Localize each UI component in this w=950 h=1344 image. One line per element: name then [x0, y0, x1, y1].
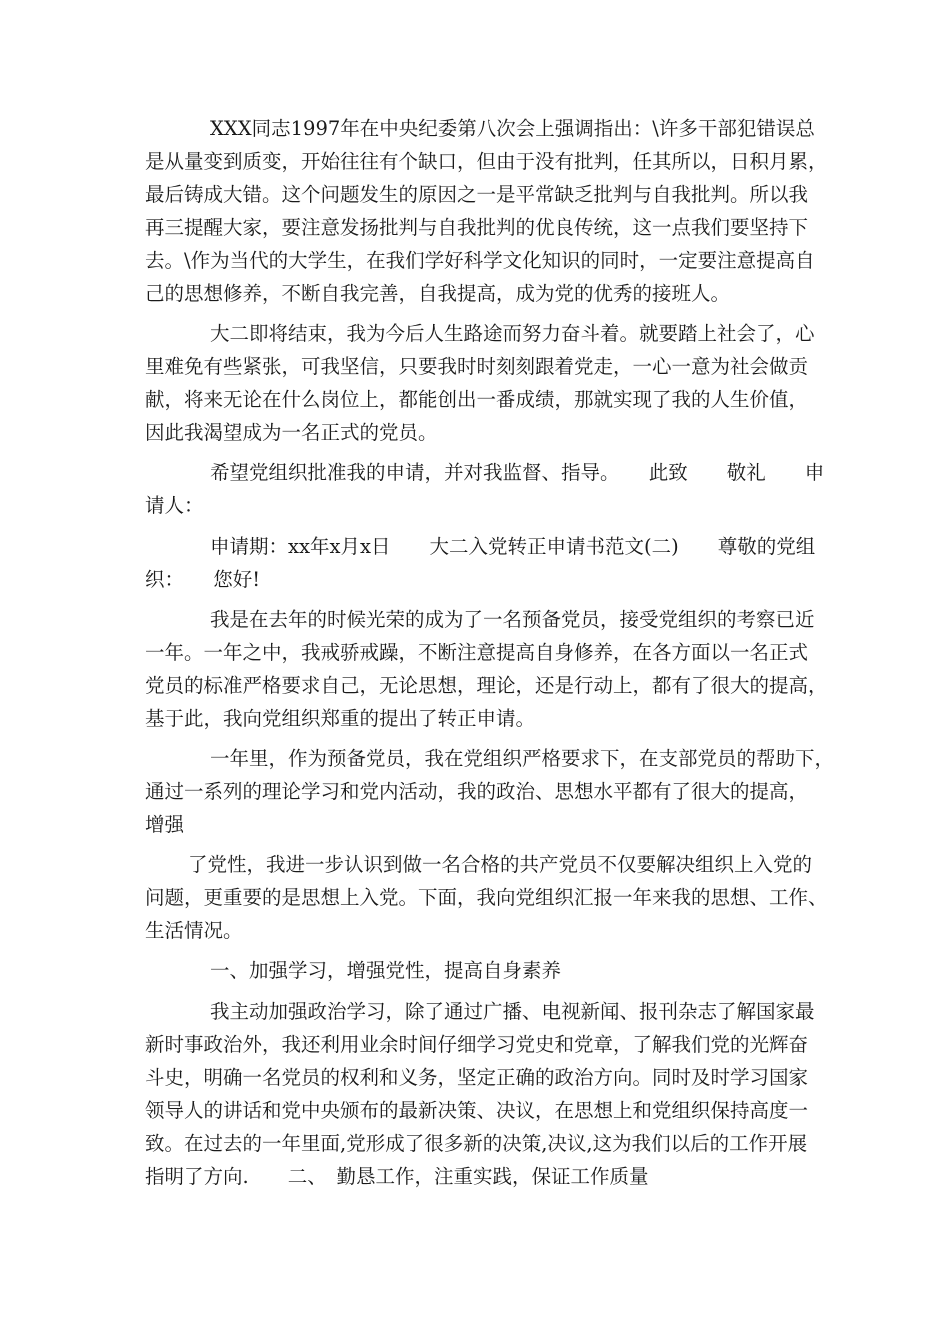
text-line: 因此我渴望成为一名正式的党员。: [145, 421, 438, 444]
text-line: 致。在过去的一年里面,党形成了很多新的决策,决议,这为我们以后的工作开展: [145, 1132, 808, 1155]
text-line: 希望党组织批准我的申请，并对我监督、指导。 此致 敬礼 申: [210, 461, 825, 484]
text-line: 里难免有些紧张，可我坚信，只要我时时刻刻跟着党走，一心一意为社会做贡: [145, 355, 809, 378]
text-line: 是从量变到质变，开始往往有个缺口，但由于没有批判，任其所以，日积月累，: [145, 150, 828, 173]
text-line: 己的思想修养，不断自我完善，自我提高，成为党的优秀的接班人。: [145, 282, 731, 305]
text-line: 增强: [145, 813, 185, 836]
text-line: 一年里，作为预备党员，我在党组织严格要求下，在支部党员的帮助下，: [210, 747, 835, 770]
text-line: 最后铸成大错。这个问题发生的原因之一是平常缺乏批判与自我批判。所以我: [145, 183, 809, 206]
text-line: 申请期：xx年x月x日 大二入党转正申请书范文(二) 尊敬的党组: [210, 535, 816, 558]
text-line: 新时事政治外，我还利用业余时间仔细学习党史和党章，了解我们党的光辉奋: [145, 1033, 809, 1056]
text-line: 了党性，我进一步认识到做一名合格的共产党员不仅要解决组织上入党的: [188, 853, 813, 876]
section-heading: 一、加强学习，增强党性，提高自身素养: [210, 959, 562, 982]
text-line: 大二即将结束，我为今后人生路途而努力奋斗着。就要踏上社会了，心: [210, 322, 815, 345]
text-line: 基于此，我向党组织郑重的提出了转正申请。: [145, 707, 536, 730]
text-line: 再三提醒大家，要注意发扬批判与自我批判的优良传统，这一点我们要坚持下: [145, 216, 809, 239]
text-line: 我是在去年的时候光荣的成为了一名预备党员，接受党组织的考察已近: [210, 608, 815, 631]
text-line: 去。\作为当代的大学生，在我们学好科学文化知识的同时，一定要注意提高自: [145, 249, 815, 272]
text-line: 通过一系列的理论学习和党内活动，我的政治、思想水平都有了很大的提高，: [145, 780, 809, 803]
text-line: 问题，更重要的是思想上入党。下面，我向党组织汇报一年来我的思想、工作、: [145, 886, 828, 909]
text-line: 献，将来无论在什么岗位上，都能创出一番成绩，那就实现了我的人生价值，: [145, 388, 809, 411]
text-line: 党员的标准严格要求自己，无论思想，理论，还是行动上，都有了很大的提高，: [145, 674, 828, 697]
text-line: XXX同志1997年在中央纪委第八次会上强调指出：\许多干部犯错误总: [210, 117, 815, 140]
text-line: 斗史，明确一名党员的权利和义务，坚定正确的政治方向。同时及时学习国家: [145, 1066, 809, 1089]
text-line: 指明了方向. 二、 勤恳工作，注重实践，保证工作质量: [145, 1165, 649, 1188]
text-line: 织： 您好!: [145, 568, 261, 591]
text-line: 我主动加强政治学习，除了通过广播、电视新闻、报刊杂志了解国家最: [210, 1000, 815, 1023]
text-line: 领导人的讲话和党中央颁布的最新决策、决议，在思想上和党组织保持高度一: [145, 1099, 809, 1122]
text-line: 生活情况。: [145, 919, 243, 942]
text-line: 请人：: [145, 494, 204, 517]
text-line: 一年。一年之中，我戒骄戒躁，不断注意提高自身修养，在各方面以一名正式: [145, 641, 809, 664]
